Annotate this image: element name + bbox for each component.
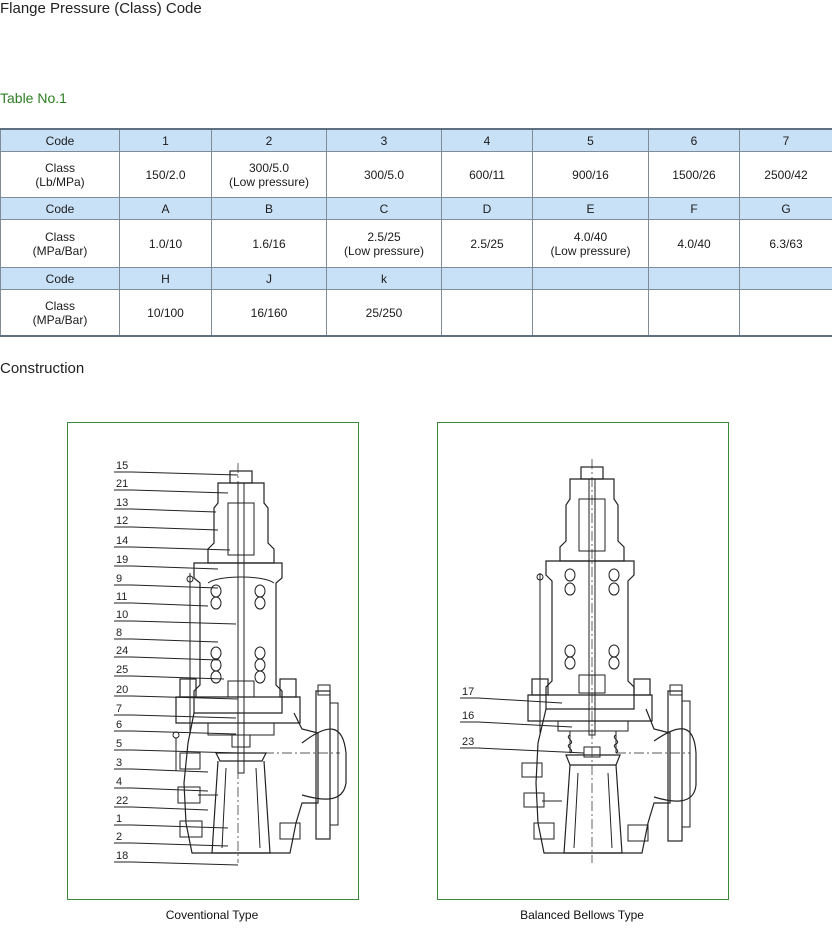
part-label: 9 <box>116 573 123 585</box>
table-cell <box>649 268 740 290</box>
table-cell: H <box>120 268 212 290</box>
table-cell: 16/160 <box>212 290 327 337</box>
table-cell <box>533 290 649 337</box>
code-row <box>1 268 832 290</box>
table-label: Table No.1 <box>0 90 67 106</box>
part-label: 3 <box>116 757 123 769</box>
table-cell: E <box>533 198 649 220</box>
conventional-valve-figure <box>67 422 359 900</box>
leader-line <box>460 722 572 727</box>
leader-line <box>114 676 224 679</box>
part-label: 18 <box>116 850 129 862</box>
table-cell <box>649 290 740 337</box>
part-label: 5 <box>116 738 123 750</box>
code-row <box>1 129 832 152</box>
table-cell: Code <box>1 198 120 220</box>
part-label: 11 <box>116 591 128 603</box>
part-label: 22 <box>116 795 129 807</box>
part-label: 7 <box>116 703 123 715</box>
table-cell: Code <box>1 129 120 152</box>
table-cell <box>533 268 649 290</box>
table-cell: B <box>212 198 327 220</box>
table-cell: D <box>442 198 533 220</box>
part-label: 17 <box>462 686 475 698</box>
part-label: 15 <box>116 460 129 472</box>
table-cell: 4.0/40 <box>649 220 740 268</box>
table-cell: Class (MPa/Bar) <box>1 220 120 268</box>
leader-line <box>114 639 218 642</box>
flange-class-table <box>0 128 832 337</box>
table-cell: J <box>212 268 327 290</box>
table-cell: G <box>740 198 832 220</box>
table-cell: 4.0/40 (Low pressure) <box>533 220 649 268</box>
part-label: 16 <box>462 710 475 722</box>
part-label: 13 <box>116 497 129 509</box>
part-label: 4 <box>116 776 123 788</box>
part-label: 2 <box>116 831 123 843</box>
leader-line <box>114 566 218 569</box>
leader-line <box>460 748 584 753</box>
table-cell: A <box>120 198 212 220</box>
table-cell <box>740 290 832 337</box>
table-cell: 5 <box>533 129 649 152</box>
leader-line <box>114 527 218 530</box>
table-cell <box>442 290 533 337</box>
table-cell <box>740 268 832 290</box>
valve-body-drawing <box>173 463 346 863</box>
part-label: 23 <box>462 736 475 748</box>
code-row <box>1 198 832 220</box>
table-cell: 2.5/25 <box>442 220 533 268</box>
part-label: 8 <box>116 627 123 639</box>
table-cell: 1500/26 <box>649 152 740 198</box>
balanced-bellows-valve-figure <box>437 422 729 900</box>
table-cell: 300/5.0 <box>327 152 442 198</box>
part-label: 12 <box>116 515 129 527</box>
table-cell: 600/11 <box>442 152 533 198</box>
table-cell: 1 <box>120 129 212 152</box>
table-cell: F <box>649 198 740 220</box>
table-cell: 900/16 <box>533 152 649 198</box>
part-label: 6 <box>116 719 123 731</box>
class-row <box>1 290 832 337</box>
part-label: 1 <box>116 813 123 825</box>
table-cell: 2.5/25 (Low pressure) <box>327 220 442 268</box>
table-cell: 6.3/63 <box>740 220 832 268</box>
part-label: 10 <box>116 609 129 621</box>
leader-line <box>460 698 562 703</box>
table-cell: 2500/42 <box>740 152 832 198</box>
balanced-bellows-valve-drawing <box>438 423 728 899</box>
leader-line <box>114 807 208 810</box>
leader-line <box>114 472 238 475</box>
table-cell: 4 <box>442 129 533 152</box>
table-cell: 6 <box>649 129 740 152</box>
table-cell: 2 <box>212 129 327 152</box>
table-cell: 3 <box>327 129 442 152</box>
table-cell: 1.0/10 <box>120 220 212 268</box>
leader-line <box>114 825 228 828</box>
table-cell <box>442 268 533 290</box>
part-label: 20 <box>116 684 129 696</box>
leader-line <box>114 788 208 791</box>
leader-line <box>114 603 208 606</box>
class-row <box>1 220 832 268</box>
table-cell: 1.6/16 <box>212 220 327 268</box>
part-label: 24 <box>116 645 129 657</box>
table-cell: 10/100 <box>120 290 212 337</box>
part-label: 21 <box>116 478 129 490</box>
part-label: 25 <box>116 664 129 676</box>
leader-line <box>114 715 236 718</box>
leader-line <box>114 509 216 512</box>
table-cell: 300/5.0 (Low pressure) <box>212 152 327 198</box>
construction-heading: Construction <box>0 360 85 377</box>
class-row <box>1 152 832 198</box>
leader-line <box>114 657 218 660</box>
leader-line <box>114 621 236 624</box>
page-title: Flange Pressure (Class) Code <box>0 0 202 17</box>
table-cell: Class (Lb/MPa) <box>1 152 120 198</box>
table-cell: Code <box>1 268 120 290</box>
table-cell: 25/250 <box>327 290 442 337</box>
conventional-valve-drawing <box>68 423 358 899</box>
part-label: 19 <box>116 554 129 566</box>
leader-line <box>114 490 228 493</box>
table-cell: k <box>327 268 442 290</box>
balanced-bellows-type-caption: Balanced Bellows Type <box>520 908 644 922</box>
table-cell: Class (MPa/Bar) <box>1 290 120 337</box>
table-cell: 7 <box>740 129 832 152</box>
leader-line <box>114 843 228 846</box>
table-cell: C <box>327 198 442 220</box>
leader-line <box>114 585 218 588</box>
table-cell: 150/2.0 <box>120 152 212 198</box>
conventional-type-caption: Coventional Type <box>165 908 259 922</box>
leader-line <box>114 547 230 550</box>
bellows-valve-drawing <box>522 459 696 863</box>
part-label: 14 <box>116 535 129 547</box>
leader-line <box>114 862 238 865</box>
